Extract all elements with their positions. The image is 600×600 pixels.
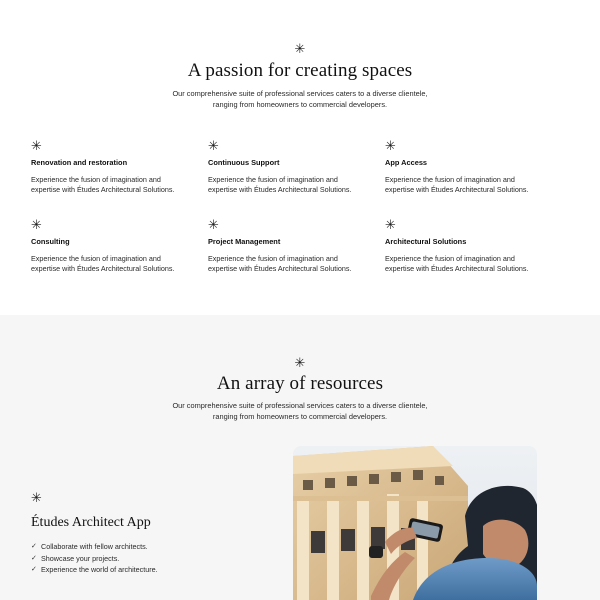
list-item (31, 564, 251, 576)
asterisk-icon: ✳ (31, 491, 42, 506)
architecture-photo (293, 446, 537, 600)
feature-description-line: Experience the fusion of imagination and (385, 254, 515, 263)
feature-description-line: expertise with Études Architectural Solutions. (208, 185, 352, 194)
feature-description-line: expertise with Études Architectural Solutions. (208, 264, 352, 273)
feature-title: Architectural Solutions (385, 237, 467, 246)
resources-subtitle-line-1: Our comprehensive suite of professional services caters to a diverse clientele, (172, 401, 428, 410)
feature-description-line: Experience the fusion of imagination and (31, 175, 161, 184)
services-subtitle-line-1: Our comprehensive suite of professional services caters to a diverse clientele, (172, 89, 428, 98)
checkmark-icon: ✓ (31, 554, 37, 562)
services-subtitle-line-2: ranging from homeowners to commercial developers. (212, 100, 388, 109)
building-photo-illustration (293, 446, 537, 600)
feature-title: Project Management (208, 237, 281, 246)
feature-architectural-solutions (385, 219, 545, 274)
resources-heading: An array of resources (216, 373, 384, 394)
feature-title: App Access (385, 158, 428, 167)
feature-description-line: expertise with Études Architectural Solutions. (31, 185, 175, 194)
list-item-label: Showcase your projects. (41, 553, 120, 563)
feature-description-line: Experience the fusion of imagination and (31, 254, 161, 263)
resources-subtitle (0, 400, 600, 422)
list-item (31, 553, 251, 565)
checkmark-icon: ✓ (31, 543, 37, 550)
feature-app-access (385, 140, 545, 195)
feature-description (208, 175, 368, 195)
feature-title: Renovation and restoration (31, 158, 128, 167)
feature-description-line: Experience the fusion of imagination and (208, 175, 338, 184)
feature-description (31, 254, 191, 274)
asterisk-icon: ✳ (208, 139, 219, 154)
feature-description-line: expertise with Études Architectural Solutions. (31, 264, 175, 273)
list-item-label: Experience the world of architecture. (41, 565, 158, 574)
feature-description (385, 175, 545, 195)
app-feature-block (31, 489, 251, 576)
asterisk-icon: ✳ (31, 218, 42, 233)
feature-description (208, 254, 368, 274)
feature-description-line: Experience the fusion of imagination and (385, 175, 515, 184)
feature-description-line: Experience the fusion of imagination and (208, 254, 338, 263)
feature-description (385, 254, 545, 274)
app-title: Études Architect App (31, 515, 151, 530)
asterisk-icon: ✳ (385, 139, 396, 154)
checkmark-icon: ✓ (31, 566, 37, 573)
feature-renovation (31, 140, 191, 195)
list-item-label: Collaborate with fellow architects. (41, 542, 148, 551)
asterisk-icon: ✳ (385, 218, 396, 233)
asterisk-icon: ✳ (31, 139, 42, 154)
asterisk-icon: ✳ (208, 218, 219, 233)
services-heading: A passion for creating spaces (187, 60, 413, 81)
asterisk-icon: ✳ (294, 356, 306, 371)
asterisk-icon: ✳ (294, 42, 306, 57)
list-item (31, 541, 251, 553)
feature-description (31, 175, 191, 195)
feature-title: Continuous Support (208, 158, 280, 167)
services-subtitle (0, 88, 600, 110)
feature-description-line: expertise with Études Architectural Solutions. (385, 185, 529, 194)
feature-continuous-support (208, 140, 368, 195)
feature-title: Consulting (31, 237, 70, 246)
feature-consulting (31, 219, 191, 274)
resources-subtitle-line-2: ranging from homeowners to commercial developers. (212, 412, 388, 421)
feature-description-line: expertise with Études Architectural Solutions. (385, 264, 529, 273)
feature-project-management (208, 219, 368, 274)
app-checklist (31, 541, 251, 576)
